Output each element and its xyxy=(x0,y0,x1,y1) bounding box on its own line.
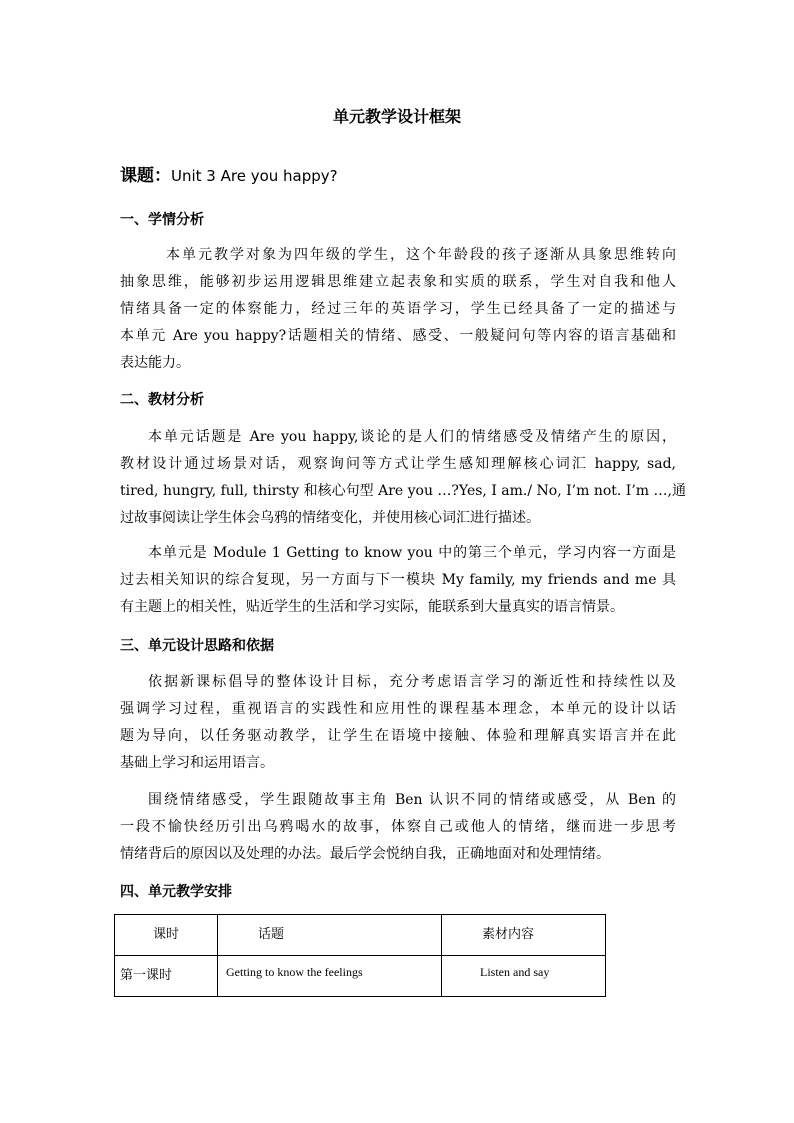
paragraph-line: 过去相关知识的综合复现，另一方面与下一模块 My family, my friends and me 具 xyxy=(120,572,676,588)
paragraph-line: 教材设计通过场景对话，观察询问等方式让学生感知理解核心词汇 happy, sad, xyxy=(120,456,676,472)
cell-text: Listen and say xyxy=(480,965,550,979)
paragraph-line: 基础上学习和运用语言。 xyxy=(120,755,274,771)
section-2-paragraph-2 xyxy=(120,540,676,621)
header-text: 课时 xyxy=(153,927,180,942)
paragraph-line: 表达能力。 xyxy=(120,355,190,371)
paragraph-line: 有主题上的相关性，贴近学生的生活和学习实际，能联系到大量真实的语言情景。 xyxy=(120,599,624,615)
table-cell xyxy=(442,956,606,997)
section-3-paragraph-2 xyxy=(120,787,676,868)
paragraph-line: 情绪具备一定的体察能力，经过三年的英语学习，学生已经具备了一定的描述与 xyxy=(120,301,676,317)
schedule-table xyxy=(114,914,606,997)
paragraph-line: 本单元 Are you happy?话题相关的情绪、感受、一般疑问句等内容的语言基础和 xyxy=(120,328,676,344)
paragraph-line: 依据新课标倡导的整体设计目标，充分考虑语言学习的渐近性和持续性以及 xyxy=(148,674,676,690)
paragraph-line: 题为导向，以任务驱动教学，让学生在语境中接触、体验和理解真实语言并在此 xyxy=(120,728,676,744)
section-heading-4: 四、单元教学安排 xyxy=(120,884,232,900)
subject-line xyxy=(120,161,338,186)
section-heading-1: 一、学情分析 xyxy=(120,212,204,228)
table-header-row xyxy=(115,915,606,956)
paragraph-line: 本单元话题是 Are you happy,谈论的是人们的情绪感受及情绪产生的原因， xyxy=(148,429,676,445)
paragraph-line: tired, hungry, full, thirsty 和核心句型 Are you …?Yes, I am./ No, I’m not. I’m …,通 xyxy=(120,483,686,499)
paragraph-line: 抽象思维，能够初步运用逻辑思维建立起表象和实质的联系，学生对自我和他人 xyxy=(120,274,676,290)
table-header-cell xyxy=(442,915,606,956)
paragraph-line: 情绪背后的原因以及处理的办法。最后学会悦纳自我，正确地面对和处理情绪。 xyxy=(120,846,610,862)
paragraph-line: 过故事阅读让学生体会乌鸦的情绪变化，并使用核心词汇进行描述。 xyxy=(120,510,540,526)
header-text: 话题 xyxy=(258,927,285,942)
subject-value: Unit 3 Are you happy? xyxy=(171,167,338,185)
page-title: 单元教学设计框架 xyxy=(332,107,461,126)
subject-label: 课题： xyxy=(120,166,171,186)
section-heading-3: 三、单元设计思路和依据 xyxy=(120,638,274,654)
paragraph-line: 围绕情绪感受，学生跟随故事主角 Ben 认识不同的情绪或感受，从 Ben 的 xyxy=(148,792,676,808)
header-text: 素材内容 xyxy=(482,927,535,942)
section-2-paragraph-1 xyxy=(120,424,686,532)
paragraph-line: 本单元是 Module 1 Getting to know you 中的第三个单元，学习内容一方面是 xyxy=(148,545,676,561)
table-cell xyxy=(115,956,218,997)
table-row xyxy=(115,956,606,997)
paragraph-line: 一段不愉快经历引出乌鸦喝水的故事，体察自己或他人的情绪，继而进一步思考 xyxy=(120,819,676,835)
section-3-paragraph-1 xyxy=(120,669,676,777)
table-cell xyxy=(218,956,442,997)
cell-text: 第一课时 xyxy=(120,968,173,983)
paragraph-line: 本单元教学对象为四年级的学生，这个年龄段的孩子逐渐从具象思维转向 xyxy=(166,247,676,263)
paragraph-line: 强调学习过程，重视语言的实践性和应用性的课程基本理念，本单元的设计以话 xyxy=(120,701,676,717)
table-header-cell xyxy=(115,915,218,956)
table-header-cell xyxy=(218,915,442,956)
section-heading-2: 二、教材分析 xyxy=(120,392,204,408)
cell-text: Getting to know the feelings xyxy=(226,965,363,979)
section-1-paragraph xyxy=(120,242,676,377)
